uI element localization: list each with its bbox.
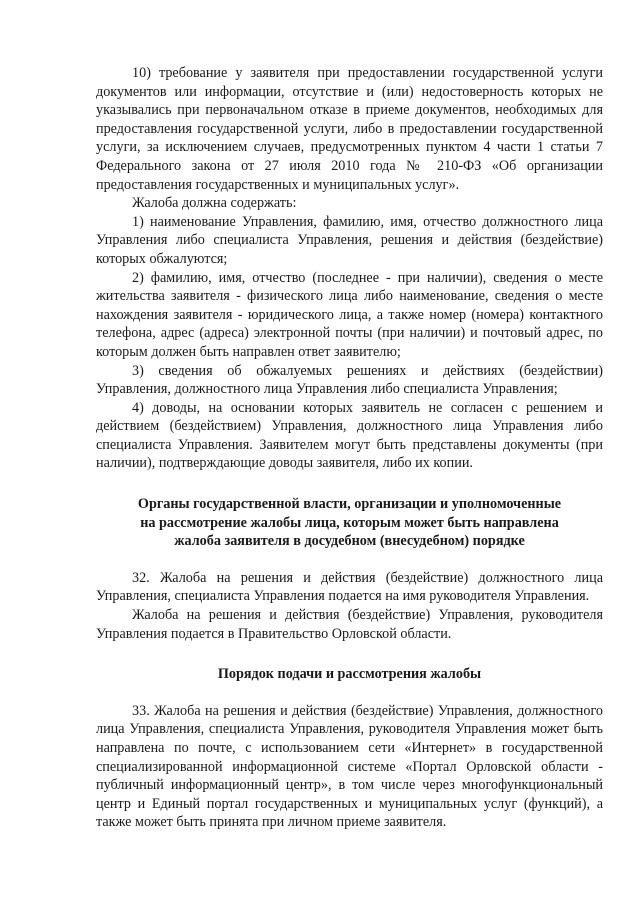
section-heading-authorities	[104, 495, 595, 551]
item-10-paragraph: 10) требование у заявителя при предоставлении государственной услуги документов или информации, отсутствие и (или) недостоверность которых не указывались при первоначальном отказе в приеме документов, необходимых для предоставления государственной услуги, либо в предоставлении государственной услуги, за исключением случаев, предусмотренных пунктом 4 части 1 статьи 7 Федерального закона от 27 июля 2010 года № 210-ФЗ «Об организации предоставления государственных и муниципальных услуг».	[96, 65, 603, 193]
paragraph-32-continued: Жалоба на решения и действия (бездействие) Управления, руководителя Управления подается в Правительство Орловской области.	[96, 607, 603, 642]
paragraph-32: 32. Жалоба на решения и действия (бездействие) должностного лица Управления, специалиста Управления подается на имя руководителя Управления.	[96, 569, 603, 605]
heading-line-3: жалоба заявителя в досудебном (внесудебном) порядке	[174, 533, 525, 550]
complaint-item-2: 2) фамилию, имя, отчество (последнее - при наличии), сведения о месте жительства заявителя - физического лица либо наименование, сведения о месте нахождения заявителя - юридического лица, а также номер (номера) контактного телефона, адрес (адреса) электронной почты (при наличии) и почтовый адрес, по которым должен быть направлен ответ заявителю;	[96, 269, 603, 360]
complaint-item-1: 1) наименование Управления, фамилию, имя, отчество должностного лица Управления либо специалиста Управления, решения и действия (бездействие) которых обжалуются;	[96, 213, 603, 267]
complaint-item-3: 3) сведения об обжалуемых решениях и действиях (бездействии) Управления, должностного лица Управления либо специалиста Управления;	[96, 362, 603, 398]
spacer	[96, 473, 603, 495]
spacer	[96, 643, 603, 665]
paragraph-33: 33. Жалоба на решения и действия (бездействие) Управления, должностного лица Управления, специалиста Управления, руководителя Управления может быть направлена по почте, с использованием сети «Интернет» в государственной специализированной информационной системе «Портал Орловской области - публичный информационный центр», в том числе через многофункциональный центр и Единый портал государственных и муниципальных услуг (функций), а также может быть принята при личном приеме заявителя.	[96, 702, 603, 831]
heading-line-1: Органы государственной власти, организации и уполномоченные	[137, 496, 562, 513]
complaint-contents-intro: Жалоба должна содержать:	[132, 195, 297, 212]
section-heading-procedure: Порядок подачи и рассмотрения жалобы	[217, 666, 482, 683]
spacer	[96, 684, 603, 702]
complaint-item-4: 4) доводы, на основании которых заявитель не согласен с решением и действием (бездействием) Управления, должностного лица Управления либо специалиста Управления. Заявителем могут быть представлены документы (при наличии), подтверждающие доводы заявителя, либо их копии.	[96, 399, 603, 472]
spacer	[96, 551, 603, 569]
heading-line-2: на рассмотрение жалобы лица, которым может быть направлена	[140, 514, 559, 531]
